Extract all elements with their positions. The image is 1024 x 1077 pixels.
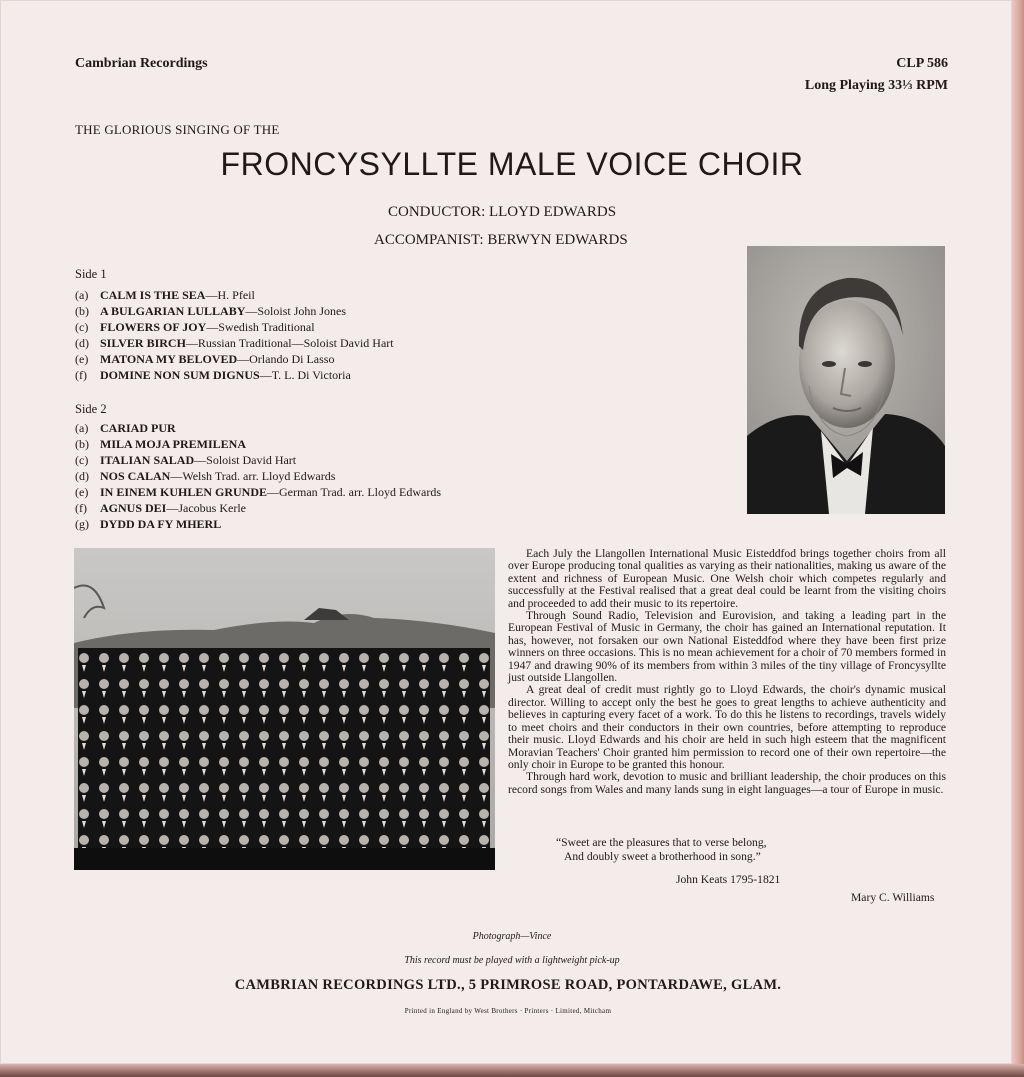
track-index: (f) — [75, 368, 87, 382]
track-credit: —Welsh Trad. arr. Lloyd Edwards — [170, 469, 336, 483]
playing-speed: Long Playing 33⅓ RPM — [804, 78, 948, 93]
quote-line-2: And doubly sweet a brotherhood in song.” — [564, 850, 761, 863]
quote-attribution: John Keats 1795-1821 — [676, 873, 781, 886]
track-item — [75, 501, 246, 516]
track-index: (e) — [75, 352, 89, 366]
track-title: DYDD DA FY MHERL — [100, 517, 222, 531]
album-title: FRONCYSYLLTE MALE VOICE CHOIR — [220, 146, 804, 182]
track-item — [75, 453, 296, 468]
track-index: (e) — [75, 485, 89, 499]
track-item — [75, 437, 246, 452]
track-credit: —German Trad. arr. Lloyd Edwards — [267, 485, 441, 499]
track-title: CALM IS THE SEA — [100, 288, 206, 302]
track-index: (c) — [75, 453, 89, 467]
track-credit: —Soloist John Jones — [245, 304, 347, 318]
track-index: (d) — [75, 336, 89, 350]
track-index: (a) — [75, 288, 89, 302]
track-index: (g) — [75, 517, 89, 531]
liner-notes — [508, 548, 946, 796]
printer-credit: Printed in England by West Brothers · Printers · Limited, Mitcham — [404, 1007, 612, 1015]
track-item — [75, 517, 221, 532]
side1-heading: Side 1 — [75, 267, 107, 281]
liner-paragraph: Through Sound Radio, Television and Eurovision, and taking a leading part in the European Festival of Music in Germany, the choir has gained an International reputation. It has, however, not forsaken our own National Eisteddfod where they have been first prize winners on three occasions. This is no mean achievement for a choir of 70 members formed in 1947 and drawing 90% of its members from within 3 miles of the tiny village of Froncysyllte just outside Llangollen. — [508, 609, 946, 685]
track-title: SILVER BIRCH — [100, 336, 186, 350]
track-title: NOS CALAN — [100, 469, 171, 483]
track-credit: —Jacobus Kerle — [166, 501, 246, 515]
track-item — [75, 320, 315, 335]
track-credit: —Russian Traditional—Soloist David Hart — [185, 336, 394, 350]
sleeve-edge-bottom — [0, 1064, 1024, 1077]
photo-credit: Photograph—Vince — [472, 931, 552, 942]
track-item — [75, 288, 255, 303]
conductor-portrait-photo — [747, 246, 945, 514]
side2-heading: Side 2 — [75, 402, 107, 416]
track-credit: —T. L. Di Victoria — [259, 368, 351, 382]
track-credit: —Soloist David Hart — [194, 453, 297, 467]
track-title: IN EINEM KUHLEN GRUNDE — [100, 485, 268, 499]
conductor-credit: CONDUCTOR: LLOYD EDWARDS — [388, 204, 617, 220]
liner-paragraph: A great deal of credit must rightly go to Lloyd Edwards, the choir's dynamic musical director. Willing to accept only the best he goes to great lengths to achieve authenticity and believes in capturing every facet of a work. To do this he listens to recordings, travels widely to meet choirs and their conductors in their own countries, before attempting to reproduce their music. Lloyd Edwards and his choir are held in such high esteem that the magnificent Moravian Teachers' Choir granted him permission to record one of their own repertoire—the only choir in Europe to be granted this honour. — [508, 683, 946, 771]
liner-paragraph: Each July the Llangollen International Music Eisteddfod brings together choirs from all over Europe producing tonal qualities as varying as their nationalities, making us aware of the extent and richness of European Music. One Welsh choir which competes regularly and successfully at the Festival realised that a great deal could be learnt from the visiting choirs and proceeded to add their music to its repertoire. — [508, 547, 946, 610]
track-title: FLOWERS OF JOY — [100, 320, 207, 334]
track-item — [75, 469, 335, 484]
tagline: THE GLORIOUS SINGING OF THE — [75, 122, 280, 137]
track-item — [75, 304, 346, 319]
track-index: (d) — [75, 469, 89, 483]
track-item — [75, 421, 176, 436]
track-item — [75, 336, 394, 351]
notes-author: Mary C. Williams — [851, 891, 935, 904]
track-title: MATONA MY BELOVED — [100, 352, 238, 366]
track-item — [75, 352, 334, 367]
record-label: Cambrian Recordings — [75, 56, 208, 71]
track-index: (c) — [75, 320, 89, 334]
track-index: (b) — [75, 304, 89, 318]
track-index: (b) — [75, 437, 89, 451]
company-address: CAMBRIAN RECORDINGS LTD., 5 PRIMROSE ROAD, PONTARDAWE, GLAM. — [234, 977, 782, 993]
track-title: ITALIAN SALAD — [100, 453, 195, 467]
track-title: CARIAD PUR — [100, 421, 176, 435]
track-item — [75, 485, 441, 500]
choir-group-photo — [74, 548, 495, 870]
track-title: MILA MOJA PREMILENA — [100, 437, 247, 451]
track-credit: —Orlando Di Lasso — [237, 352, 335, 366]
track-credit: —Swedish Traditional — [206, 320, 315, 334]
track-title: DOMINE NON SUM DIGNUS — [100, 368, 260, 382]
catalogue-number: CLP 586 — [896, 56, 948, 71]
track-index: (a) — [75, 421, 89, 435]
liner-paragraph: Through hard work, devotion to music and brilliant leadership, the choir produces on this record songs from Wales and many lands sung in eight languages—a tour of Europe in music. — [508, 770, 946, 796]
quote-line-1: “Sweet are the pleasures that to verse belong, — [556, 836, 767, 849]
track-item — [75, 368, 351, 383]
track-credit: —H. Pfeil — [205, 288, 255, 302]
track-title: AGNUS DEI — [100, 501, 167, 515]
accompanist-credit: ACCOMPANIST: BERWYN EDWARDS — [374, 232, 628, 248]
track-index: (f) — [75, 501, 87, 515]
pickup-note: This record must be played with a lightweight pick-up — [404, 955, 620, 966]
track-title: A BULGARIAN LULLABY — [100, 304, 246, 318]
